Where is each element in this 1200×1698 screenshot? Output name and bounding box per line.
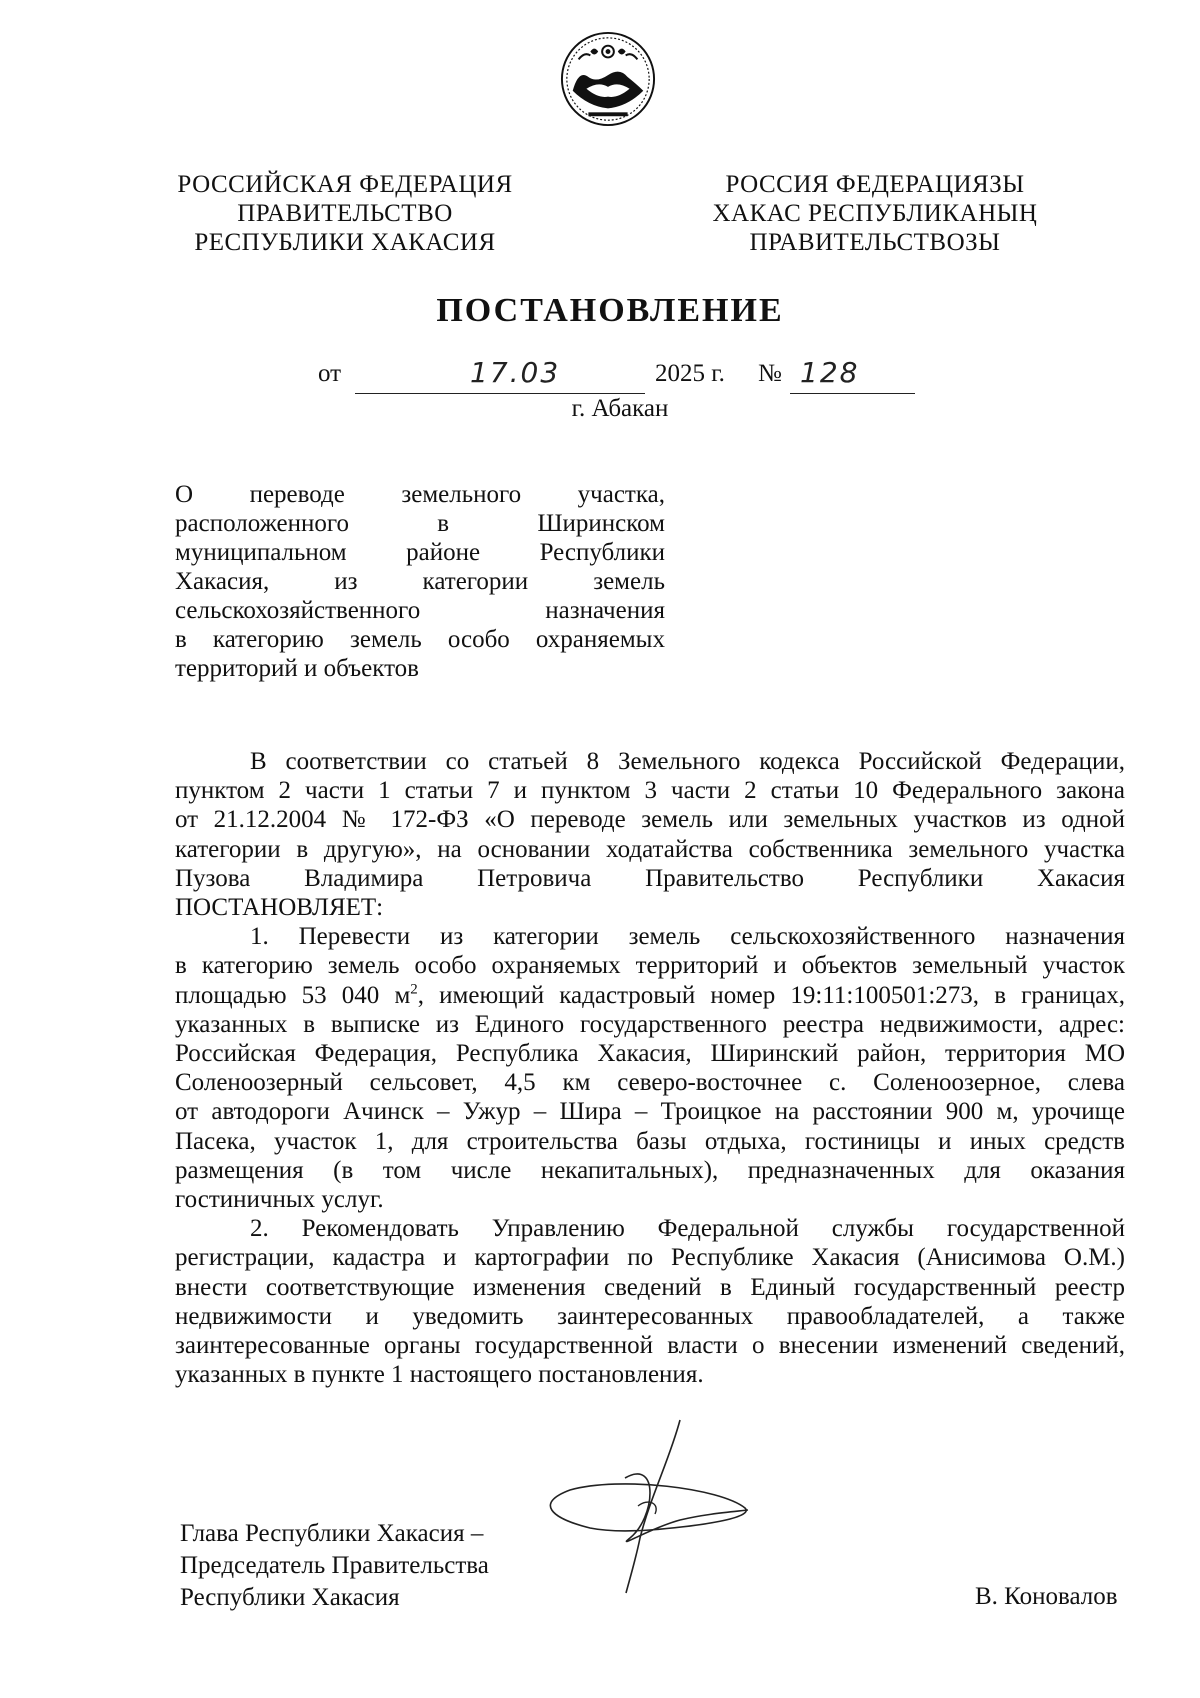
date-underline [355, 393, 645, 394]
body-line: Соленоозерный сельсовет, 4,5 км северо-восточнее с. Соленоозерное, слева [175, 1069, 1125, 1097]
position-line: Председатель Правительства [180, 1552, 489, 1579]
subject-word: особо [447, 626, 510, 653]
subject-line [175, 538, 665, 567]
body-line: В соответствии со статьей 8 Земельного кодекса Российской Федерации, [250, 748, 1125, 775]
body-line: внести соответствующие изменения сведений в Единый государственный реестр [175, 1273, 1125, 1301]
body-line: в категорию земель особо охраняемых территорий и объектов земельный участок [175, 952, 1125, 980]
header-left-line: РОССИЙСКАЯ ФЕДЕРАЦИЯ [177, 171, 513, 198]
subject-word: земель [349, 626, 422, 653]
body-line: 1. Перевести из категории земель сельскохозяйственного назначения [250, 923, 1125, 951]
body-line: пунктом 2 части 1 статьи 7 и пунктом 3 части 2 статьи 10 Федерального закона [175, 777, 1125, 805]
subject-line [175, 509, 665, 538]
body-line: ПОСТАНОВЛЯЕТ: [175, 894, 384, 922]
document-type-title: ПОСТАНОВЛЕНИЕ [436, 292, 784, 329]
date-number-line [0, 356, 1200, 400]
number-underline [790, 393, 915, 394]
subject-line [175, 654, 665, 683]
subject-word: О [175, 481, 194, 508]
subject-word: охраняемых [535, 626, 665, 653]
subject-word: территорий и объектов [175, 655, 419, 682]
subject-word: районе [406, 539, 481, 566]
subject-line [175, 567, 665, 596]
coat-of-arms-emblem [559, 30, 657, 128]
number-label: № [758, 360, 782, 387]
subject-line [175, 625, 665, 654]
handwritten-signature [530, 1418, 750, 1598]
subject-word: Республики [539, 539, 665, 566]
subject-word: сельскохозяйственного [175, 597, 421, 624]
subject-word: категории [422, 568, 529, 595]
subject-word: категорию [212, 626, 324, 653]
subject-word: из [334, 568, 358, 595]
header-right-line: ХАКАС РЕСПУБЛИКАНЫҢ [712, 200, 1038, 227]
body-line: указанных в пункте 1 настоящего постановления. [175, 1361, 704, 1389]
handwritten-number: 128 [800, 356, 860, 389]
subject-word: расположенного [175, 510, 350, 537]
body-line-area [175, 981, 1125, 1010]
body-text-span: , имеющий кадастровый номер 19:11:100501:273, в границах, [417, 981, 1125, 1009]
header-left [160, 170, 530, 257]
superscript-2: 2 [410, 981, 418, 998]
body-line: указанных в выписке из Единого государственного реестра недвижимости, адрес: [175, 1010, 1125, 1038]
handwritten-date: 17.03 [470, 356, 561, 389]
subject-word: в [175, 626, 187, 653]
body-line: Пузова Владимира Петровича Правительство Республики Хакасия [175, 864, 1125, 892]
subject-word: Хакасия, [175, 568, 270, 595]
position-line: Глава Республики Хакасия – [180, 1520, 484, 1547]
body-line: регистрации, кадастра и картографии по Республике Хакасия (Анисимова О.М.) [175, 1244, 1125, 1272]
subject-word: Ширинском [537, 510, 665, 537]
subject-line [175, 596, 665, 625]
header-left-line: ПРАВИТЕЛЬСТВО [237, 200, 453, 227]
subject-block [175, 480, 665, 683]
header-right [690, 170, 1060, 257]
body-line: заинтересованные органы государственной власти о внесении изменений сведений, [175, 1332, 1125, 1360]
position-line: Республики Хакасия [180, 1584, 400, 1611]
body-line: Российская Федерация, Республика Хакасия, Ширинский район, территория МО [175, 1040, 1125, 1068]
year-label: 2025 г. [655, 360, 725, 387]
body-text [175, 747, 1125, 1389]
subject-line [175, 480, 665, 509]
header-right-line: РОССИЯ ФЕДЕРАЦИЯЗЫ [725, 171, 1025, 198]
city-label: г. Абакан [571, 395, 669, 422]
subject-word: участка, [577, 481, 665, 508]
header-right-line: ПРАВИТЕЛЬСТВОЗЫ [749, 229, 1001, 256]
body-line: гостиничных услуг. [175, 1186, 384, 1214]
subject-word: земель [593, 568, 665, 595]
signatory-position [180, 1518, 489, 1614]
subject-word: переводе [249, 481, 345, 508]
body-line: от 21.12.2004 № 172-ФЗ «О переводе земель или земельных участков из одной [175, 806, 1125, 834]
body-line: от автодороги Ачинск – Ужур – Шира – Троицкое на расстоянии 900 м, урочище [175, 1098, 1125, 1126]
body-text-span: площадью 53 040 м [175, 981, 411, 1009]
subject-word: назначения [545, 597, 665, 624]
body-line: 2. Рекомендовать Управлению Федеральной службы государственной [250, 1215, 1125, 1243]
subject-word: земельного [401, 481, 522, 508]
body-line: недвижимости и уведомить заинтересованных правообладателей, а также [175, 1302, 1125, 1330]
signatory-name: В. Коновалов [975, 1583, 1118, 1610]
body-line: категории в другую», на основании ходатайства собственника земельного участка [175, 835, 1125, 863]
subject-word: в [437, 510, 450, 537]
subject-word: муниципальном [175, 539, 347, 566]
body-line: размещения (в том числе некапитальных), предназначенных для оказания [175, 1156, 1125, 1184]
body-line: Пасека, участок 1, для строительства базы отдыха, гостиницы и иных средств [175, 1127, 1125, 1155]
from-label: от [318, 360, 342, 387]
header-left-line: РЕСПУБЛИКИ ХАКАСИЯ [194, 229, 496, 256]
